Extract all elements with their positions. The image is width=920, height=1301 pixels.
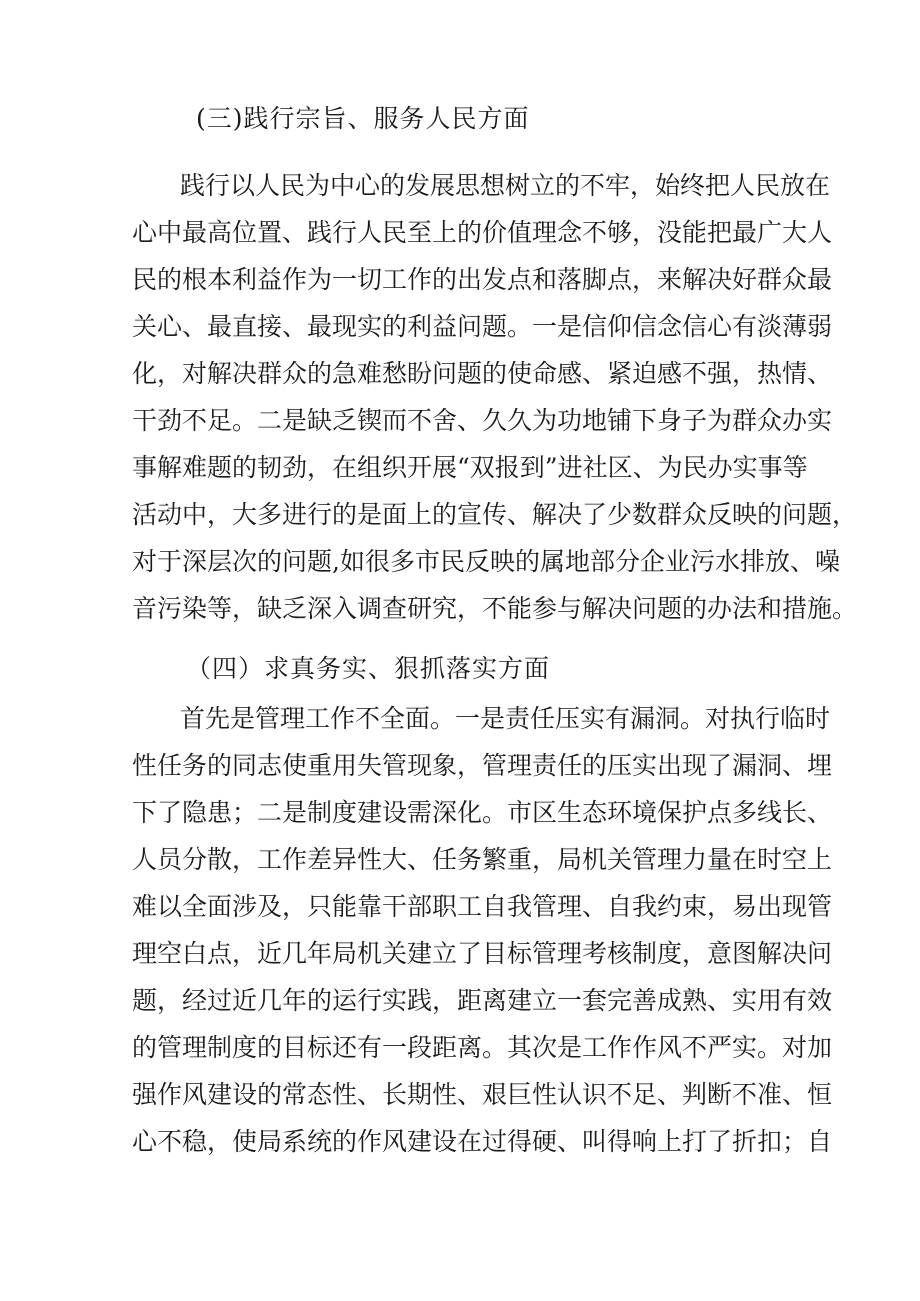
paragraph-line: 音污染等，缺乏深入调查研究，不能参与解决问题的办法和措施。 bbox=[132, 594, 858, 623]
paragraph-line: 题，经过近几年的运行实践，距离建立一套完善成熟、实用有效 bbox=[132, 986, 833, 1015]
section-heading-3: (三)践行宗旨、服务人民方面 bbox=[196, 104, 530, 133]
paragraph-line: 的管理制度的目标还有一段距离。其次是工作作风不严实。对加 bbox=[132, 1033, 833, 1062]
paragraph-line: 干劲不足。二是缺乏锲而不舍、久久为功地铺下身子为群众办实 bbox=[132, 406, 833, 435]
paragraph-line: 化，对解决群众的急难愁盼问题的使命感、紧迫感不强，热情、 bbox=[132, 359, 833, 388]
paragraph-line: 对于深层次的问题,如很多市民反映的属地部分企业污水排放、噪 bbox=[132, 547, 840, 576]
paragraph-line: 人员分散，工作差异性大、任务繁重，局机关管理力量在时空上 bbox=[132, 845, 833, 874]
paragraph-line: 践行以人民为中心的发展思想树立的不牢，始终把人民放在 bbox=[180, 171, 831, 200]
section-heading-4: （四）求真务实、狠抓落实方面 bbox=[186, 654, 551, 683]
paragraph-line: 首先是管理工作不全面。一是责任压实有漏洞。对执行临时 bbox=[180, 704, 831, 733]
paragraph-line: 强作风建设的常态性、长期性、艰巨性认识不足、判断不准、恒 bbox=[132, 1080, 833, 1109]
paragraph-line: 心中最高位置、践行人民至上的价值理念不够，没能把最广大人 bbox=[132, 218, 833, 247]
paragraph-line: 理空白点，近几年局机关建立了目标管理考核制度，意图解决问 bbox=[132, 939, 833, 968]
paragraph-line: 活动中，大多进行的是面上的宣传、解决了少数群众反映的问题， bbox=[132, 500, 858, 529]
paragraph-line: 下了隐患；二是制度建设需深化。市区生态环境保护点多线长、 bbox=[132, 798, 833, 827]
paragraph-line: 性任务的同志使重用失管现象，管理责任的压实出现了漏洞、埋 bbox=[132, 751, 833, 780]
paragraph-line: 民的根本利益作为一切工作的出发点和落脚点，来解决好群众最 bbox=[132, 265, 833, 294]
paragraph-line: 关心、最直接、最现实的利益问题。一是信仰信念信心有淡薄弱 bbox=[132, 312, 833, 341]
paragraph-line: 难以全面涉及，只能靠干部职工自我管理、自我约束，易出现管 bbox=[132, 892, 833, 921]
paragraph-line: 心不稳，使局系统的作风建设在过得硬、叫得响上打了折扣；自 bbox=[132, 1127, 833, 1156]
paragraph-line: 事解难题的韧劲，在组织开展“双报到”进社区、为民办实事等 bbox=[132, 453, 808, 482]
